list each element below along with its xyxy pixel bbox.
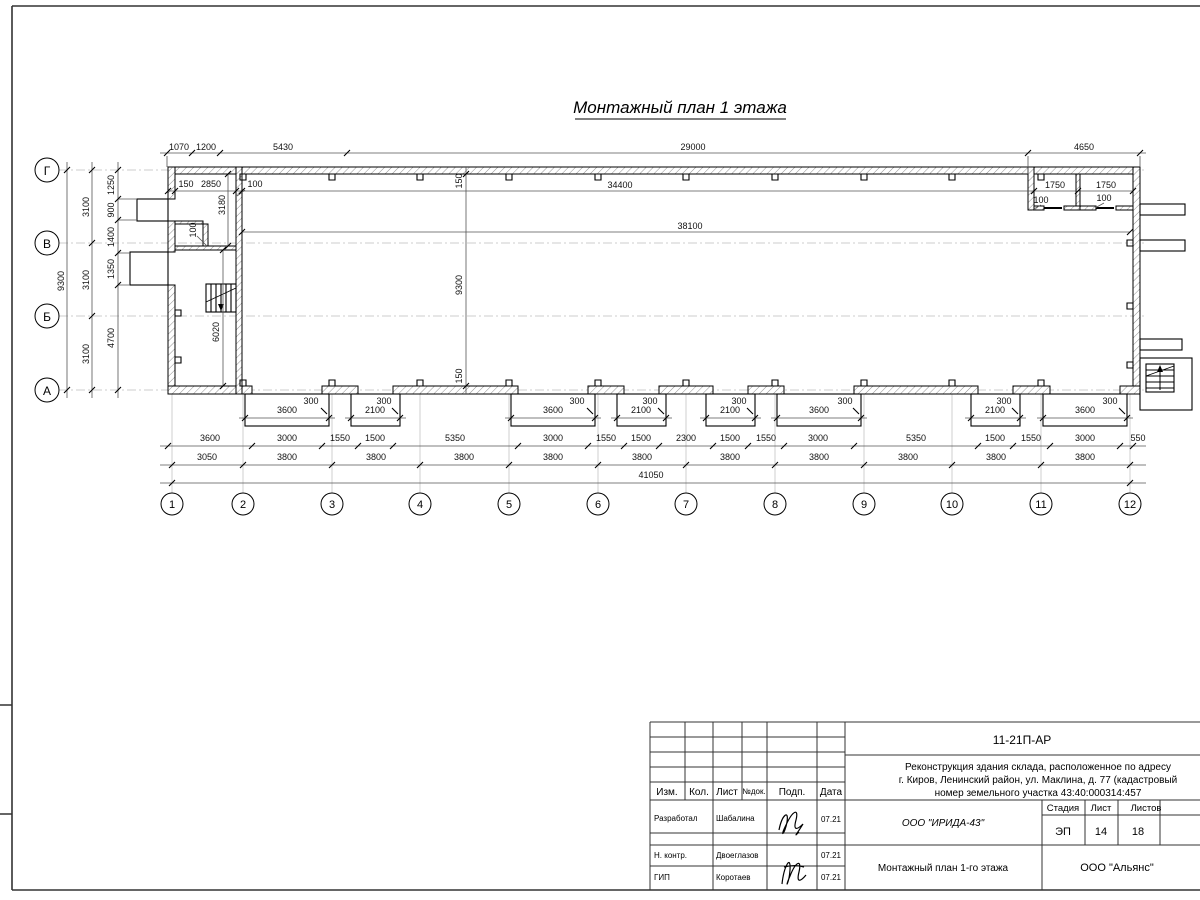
dim-label: 2100: [719, 405, 741, 415]
door-leaf: [1096, 207, 1114, 209]
dim-label: 300: [996, 396, 1012, 406]
tb-project-line: номер земельного участка 43:40:000314:457: [934, 788, 1142, 799]
dim-label: 1070: [168, 142, 190, 152]
dim-label: 4650: [1073, 142, 1095, 152]
dim-label: 3800: [542, 452, 564, 462]
dim-label: 150: [454, 173, 464, 189]
axis-label: 4: [416, 499, 424, 511]
axis-label: 8: [771, 499, 779, 511]
entrance-porch: [130, 252, 168, 285]
dim-label: 3800: [985, 452, 1007, 462]
dim-label: 3000: [807, 433, 829, 443]
left-wall-seg1: [168, 167, 175, 199]
right-room1-wall: [1064, 206, 1080, 210]
dim-label: 3050: [196, 452, 218, 462]
dim-label: 3100: [81, 343, 91, 365]
tb-stage-value: ЭП: [1055, 826, 1071, 838]
axis-label: 5: [505, 499, 513, 511]
stair-arrow: [1157, 365, 1163, 372]
tb-col-header: Изм.: [656, 787, 678, 798]
dim-label: 41050: [638, 470, 664, 480]
dim-label: 150: [178, 179, 194, 189]
tb-col-header: Подп.: [778, 787, 806, 798]
dim-label: 150: [454, 368, 464, 384]
dim-label: 3800: [1074, 452, 1096, 462]
tb-role: Разработал: [654, 814, 698, 823]
dim-label: 5350: [444, 433, 466, 443]
bottom-wall-seg: [322, 386, 358, 394]
axis-label: В: [42, 237, 52, 251]
platform: [1140, 339, 1182, 350]
dim-label: 100: [188, 222, 198, 238]
dim-label: 2100: [364, 405, 386, 415]
right-room2-wall: [1080, 206, 1096, 210]
left-wall-seg2: [168, 221, 175, 252]
tb-sheet-value: 14: [1094, 826, 1108, 838]
axis-label: 9: [860, 499, 868, 511]
entrance-porch: [137, 199, 168, 221]
axis-label: 1: [168, 499, 176, 511]
bottom-wall-seg: [1120, 386, 1140, 394]
dim-label: 100: [1033, 195, 1049, 205]
dim-label: 3800: [719, 452, 741, 462]
dim-label: 3800: [453, 452, 475, 462]
dim-label: 3000: [542, 433, 564, 443]
dim-label: 1500: [719, 433, 741, 443]
tb-doc-code: 11-21П-АР: [992, 733, 1052, 747]
dim-label: 1750: [1095, 180, 1117, 190]
tb-sheets-label: Листов: [1130, 803, 1162, 814]
dim-label: 300: [731, 396, 747, 406]
dim-label: 3600: [199, 433, 221, 443]
dim-label: 2300: [675, 433, 697, 443]
tb-date: 07.21: [820, 815, 842, 824]
dim-label: 3800: [276, 452, 298, 462]
dim-label: 5430: [272, 142, 294, 152]
dim-label: 1250: [106, 174, 116, 196]
tb-role: ГИП: [654, 873, 670, 882]
axis-grid-lines: [59, 170, 1146, 496]
tb-name: Шабалина: [716, 814, 755, 823]
dim-label: 1500: [630, 433, 652, 443]
bottom-wall-seg: [748, 386, 784, 394]
tb-stage-label: Стадия: [1046, 803, 1080, 814]
dim-label: 3600: [1074, 405, 1096, 415]
bottom-wall-seg: [393, 386, 518, 394]
dim-label: 29000: [680, 142, 706, 152]
dim-label: 1350: [106, 258, 116, 280]
dim-label: 100: [247, 179, 263, 189]
left-wall-seg3: [168, 285, 175, 394]
dim-label: 5350: [905, 433, 927, 443]
dim-label: 300: [376, 396, 392, 406]
bottom-wall-seg: [588, 386, 624, 394]
dim-label: 3180: [217, 194, 227, 216]
dim-label: 900: [106, 202, 116, 218]
dim-label: 3600: [808, 405, 830, 415]
dim-label: 3600: [276, 405, 298, 415]
top-wall: [168, 167, 1140, 174]
tb-org: ООО "ИРИДА-43": [901, 818, 985, 829]
axis-label: 2: [239, 499, 247, 511]
tb-sheets-value: 18: [1131, 826, 1145, 838]
tb-date: 07.21: [820, 873, 842, 882]
dim-label: 3000: [276, 433, 298, 443]
axis-label: 11: [1035, 499, 1047, 511]
sheet-frame: [0, 6, 1200, 890]
dim-label: 4700: [106, 327, 116, 349]
dim-label: 300: [1102, 396, 1118, 406]
dim-label: 9300: [454, 274, 464, 296]
tb-col-header: Кол.: [689, 787, 709, 798]
walls: [168, 167, 1140, 394]
dim-label: 1400: [106, 226, 116, 248]
dim-label: 3100: [81, 269, 91, 291]
bottom-wall-seg: [1013, 386, 1050, 394]
tb-name: Коротаев: [716, 873, 751, 882]
dim-label: 3600: [542, 405, 564, 415]
dim-label: 2100: [984, 405, 1006, 415]
dim-label: 1500: [984, 433, 1006, 443]
dim-label: 300: [303, 396, 319, 406]
right-wall: [1133, 167, 1140, 394]
dim-label: 1550: [329, 433, 351, 443]
axis-label: Б: [43, 310, 51, 324]
dim-label: 2100: [630, 405, 652, 415]
bottom-wall-seg: [854, 386, 978, 394]
axis-label: А: [42, 384, 52, 398]
interior-stair: [206, 284, 236, 312]
interior-wall-vertical: [236, 167, 242, 394]
dim-label: 9300: [56, 270, 66, 292]
platform: [1140, 204, 1185, 215]
dim-label: 6020: [211, 321, 221, 343]
dim-label: 34400: [607, 180, 633, 190]
dimension-labels: [56, 142, 1146, 480]
right-platforms: [1140, 204, 1185, 350]
right-room2-wall: [1116, 206, 1133, 210]
dim-label: 550: [1130, 433, 1146, 443]
dim-label: 300: [837, 396, 853, 406]
dim-label: 300: [569, 396, 585, 406]
dim-label: 300: [642, 396, 658, 406]
tb-date: 07.21: [820, 851, 842, 860]
dim-label: 1200: [195, 142, 217, 152]
axis-label: 3: [328, 499, 336, 511]
exterior-stair: [1140, 358, 1192, 410]
dim-label: 1550: [595, 433, 617, 443]
axis-bubbles-bottom: [161, 493, 1141, 515]
tb-project-line: г. Киров, Ленинский район, ул. Маклина, д. 77 (кадастровый: [898, 775, 1178, 786]
dim-label: 3000: [1074, 433, 1096, 443]
tb-col-header: №док.: [742, 787, 766, 796]
dim-label: 3800: [808, 452, 830, 462]
door-leaf: [1044, 207, 1062, 209]
axis-label: 12: [1123, 499, 1137, 511]
tb-role: Н. контр.: [654, 851, 688, 860]
columns: [175, 174, 1133, 386]
dim-label: 1500: [364, 433, 386, 443]
dim-label: 3800: [631, 452, 653, 462]
dim-label: 100: [1096, 193, 1112, 203]
tb-name: Двоеглазов: [716, 851, 759, 860]
tb-firm: ООО "Альянс": [1080, 862, 1154, 874]
bottom-wall-seg: [659, 386, 713, 394]
tb-col-header: Лист: [716, 787, 738, 798]
dim-label: 38100: [677, 221, 703, 231]
axis-label: 6: [594, 499, 602, 511]
dim-label: 3800: [365, 452, 387, 462]
axis-label: 10: [945, 499, 959, 511]
dim-label: 1750: [1044, 180, 1066, 190]
dim-label: 3100: [81, 196, 91, 218]
dim-label: 3800: [897, 452, 919, 462]
tb-doc-title: Монтажный план 1-го этажа: [877, 863, 1009, 874]
tb-sheet-label: Лист: [1090, 803, 1112, 814]
axis-label: 7: [682, 499, 690, 511]
title-block: [650, 722, 1200, 890]
tb-project-line: Реконструкция здания склада, расположенное по адресу: [905, 762, 1171, 773]
signature: [779, 812, 803, 835]
dim-label: 1550: [755, 433, 777, 443]
axis-label: Г: [43, 164, 51, 178]
tb-col-header: Дата: [819, 787, 843, 798]
dim-label: 1550: [1020, 433, 1042, 443]
dim-label: 2850: [200, 179, 222, 189]
platform: [1140, 240, 1185, 251]
drawing-title: Монтажный план 1 этажа: [573, 98, 787, 117]
